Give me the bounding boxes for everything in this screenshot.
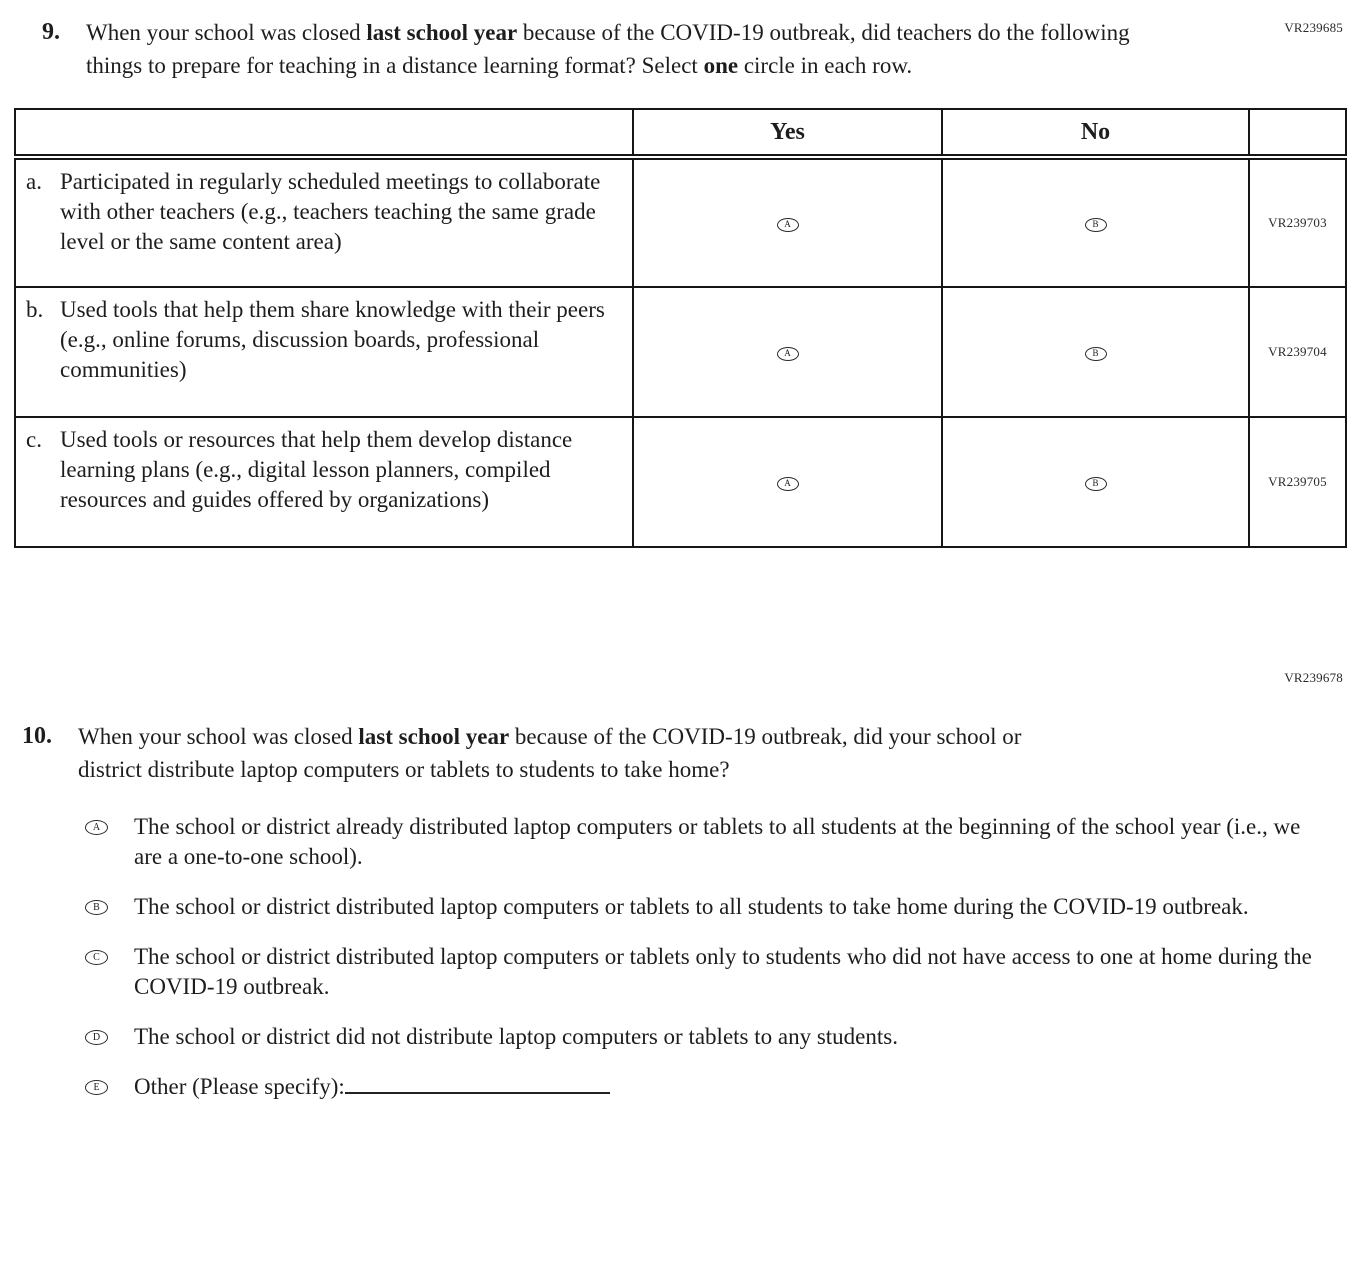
option-e: [85, 1072, 1348, 1102]
column-header-yes: Yes: [633, 109, 942, 157]
form-code-top: VR239685: [1284, 20, 1343, 35]
question-10-number: 10.: [22, 723, 52, 749]
row-a-bubble-no[interactable]: [1085, 218, 1107, 232]
option-c: [85, 942, 1348, 1002]
bubble-letter: A: [784, 219, 791, 229]
bubble-letter: A: [92, 821, 101, 833]
row-c-bubble-yes[interactable]: [777, 477, 799, 491]
question-10-text-part: When your school was closed: [78, 724, 359, 749]
table-row: [15, 157, 1346, 287]
row-b-letter: b.: [26, 297, 44, 322]
bubble-letter: B: [1092, 478, 1099, 488]
question-9-text-part: because of the COVID-19 outbreak, did teachers do the following things to prepare for teaching in a distance learning format? Select: [86, 20, 1130, 78]
question-9-text-part: circle in each row.: [738, 53, 913, 78]
other-specify-input-line[interactable]: [345, 1072, 610, 1094]
option-d-text: The school or district did not distribute laptop computers or tablets to any students.: [134, 1024, 898, 1049]
row-a-letter: a.: [26, 169, 42, 194]
option-d-bubble[interactable]: [85, 1030, 108, 1045]
q9-response-table: [14, 108, 1347, 548]
bubble-letter: E: [93, 1081, 100, 1093]
table-row: [15, 417, 1346, 547]
row-b-code: VR239704: [1249, 287, 1346, 417]
row-b-bubble-yes[interactable]: [777, 347, 799, 361]
option-a: [85, 812, 1348, 872]
table-header-row: [15, 109, 1346, 157]
question-10: [8, 720, 1348, 786]
option-e-text: [134, 1072, 1319, 1102]
row-c-no-cell: [942, 417, 1249, 547]
row-c-bubble-no[interactable]: [1085, 477, 1107, 491]
bubble-letter: B: [93, 901, 100, 913]
question-9-number: 9.: [42, 19, 60, 45]
option-c-text: The school or district distributed laptop computers or tablets only to students who did not have access to one at home during the COVID-19 outbreak.: [134, 944, 1312, 999]
option-d: [85, 1022, 1348, 1052]
header-stub-cell: [15, 109, 633, 157]
column-header-no: No: [942, 109, 1249, 157]
option-e-bubble[interactable]: [85, 1080, 108, 1095]
option-a-bubble[interactable]: [85, 820, 108, 835]
question-10-text-bold: last school year: [358, 724, 510, 749]
bubble-letter: C: [93, 951, 100, 963]
bubble-letter: B: [1092, 219, 1099, 229]
question-9: [16, 16, 1348, 82]
table-row: [15, 287, 1346, 417]
question-9-text-bold: last school year: [366, 20, 518, 45]
option-e-label: Other (Please specify):: [134, 1074, 345, 1099]
row-a-no-cell: [942, 157, 1249, 287]
option-c-bubble[interactable]: [85, 950, 108, 965]
bubble-letter: A: [784, 348, 791, 358]
row-c-item: [15, 417, 633, 547]
row-a-yes-cell: [633, 157, 942, 287]
row-b-text: Used tools that help them share knowledge with their peers (e.g., online forums, discussion boards, professional communities): [60, 297, 605, 382]
row-c-code: VR239705: [1249, 417, 1346, 547]
header-code-cell: [1249, 109, 1346, 157]
row-b-yes-cell: [633, 287, 942, 417]
option-b-bubble[interactable]: [85, 900, 108, 915]
row-a-item: [15, 157, 633, 287]
bubble-letter: A: [784, 478, 791, 488]
row-a-bubble-yes[interactable]: [777, 218, 799, 232]
q10-options: [85, 812, 1348, 1102]
question-10-text-part: because of the COVID-19 outbreak, did your school or district distribute laptop computers or tablets to students to take home?: [78, 724, 1022, 782]
option-b: [85, 892, 1348, 922]
bubble-letter: D: [92, 1031, 101, 1043]
row-b-item: [15, 287, 633, 417]
option-b-text: The school or district distributed laptop computers or tablets to all students to take home during the COVID-19 outbreak.: [134, 894, 1249, 919]
survey-page: [0, 16, 1348, 1102]
question-9-text-part: When your school was closed: [86, 20, 367, 45]
row-b-no-cell: [942, 287, 1249, 417]
row-c-yes-cell: [633, 417, 942, 547]
row-b-bubble-no[interactable]: [1085, 347, 1107, 361]
option-a-text: The school or district already distributed laptop computers or tablets to all students at the beginning of the school year (i.e., we are a one-to-one school).: [134, 814, 1301, 869]
bubble-letter: B: [1092, 348, 1099, 358]
row-a-text: Participated in regularly scheduled meetings to collaborate with other teachers (e.g., teachers teaching the same grade level or the same content area): [60, 169, 601, 254]
row-a-code: VR239703: [1249, 157, 1346, 287]
question-10-text: [78, 720, 1090, 786]
form-code-mid: VR239678: [1284, 670, 1343, 685]
row-c-text: Used tools or resources that help them develop distance learning plans (e.g., digital lesson planners, compiled resources and guides offered by organizations): [60, 427, 573, 512]
question-9-text-bold: one: [703, 53, 739, 78]
question-9-text: [86, 16, 1141, 82]
row-c-letter: c.: [26, 427, 42, 452]
